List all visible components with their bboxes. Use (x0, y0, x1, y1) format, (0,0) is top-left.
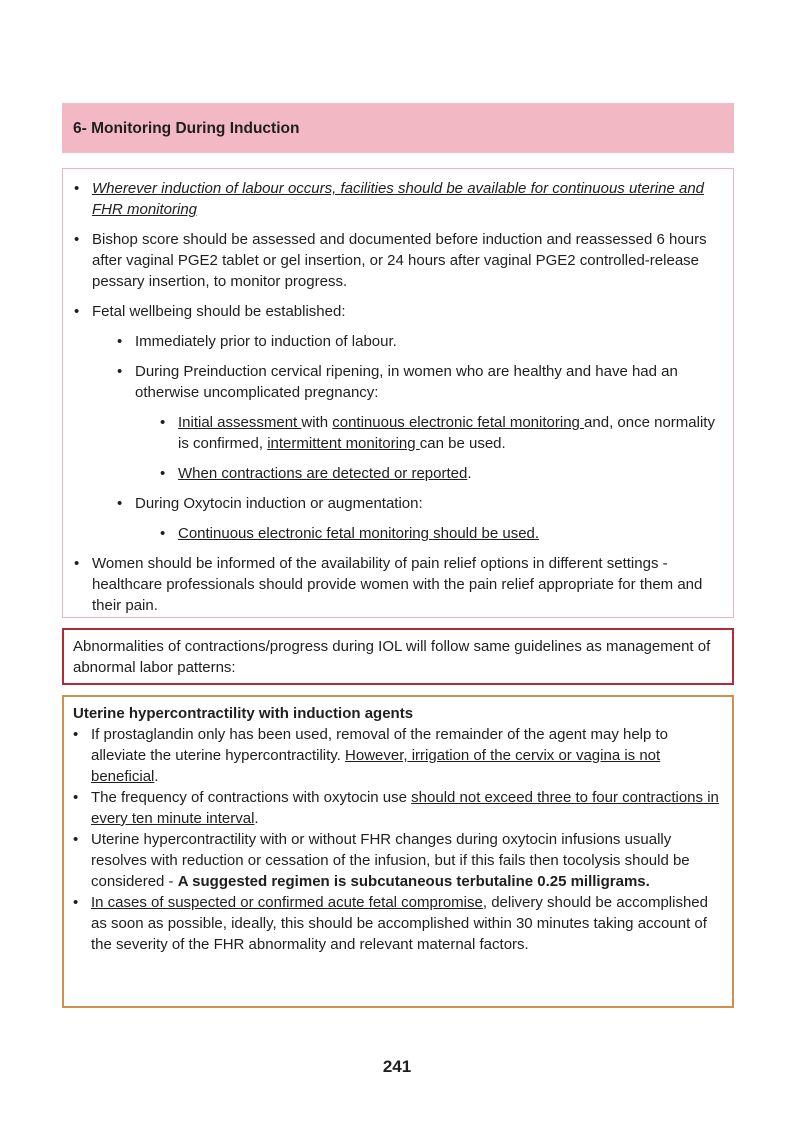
hypercontractility-heading: Uterine hypercontractility with induction agents (73, 705, 414, 722)
list-item-text (91, 892, 722, 955)
bullet-icon: • (73, 894, 79, 911)
section-header (62, 103, 734, 153)
text-segment: Continuous electronic fetal monitoring should be used. (178, 525, 540, 542)
text-segment: with (301, 414, 333, 431)
section-title: 6- Monitoring During Induction (73, 119, 300, 137)
text-segment: . (467, 465, 472, 482)
text-segment: . (154, 768, 159, 785)
list-item (73, 787, 722, 829)
bullet-icon: • (160, 414, 166, 431)
list-item-text: During Preinduction cervical ripening, in women who are healthy and have had an otherwise uncomplicated pregnancy: (135, 363, 678, 401)
list-item-text: Wherever induction of labour occurs, facilities should be available for continuous uterine and FHR monitoring (92, 180, 705, 218)
text-segment: The frequency of contractions with oxytocin use (91, 789, 412, 806)
list-item (160, 463, 722, 484)
text-segment: continuous electronic fetal monitoring (332, 414, 585, 431)
list-item (117, 493, 722, 514)
bullet-icon: • (117, 363, 123, 380)
bullet-icon: • (73, 726, 79, 743)
abnormalities-text: Abnormalities of contractions/progress during IOL will follow same guidelines as management of abnormal labor patterns: (73, 638, 711, 676)
text-segment: However, irrigation of the cervix or vagina is not beneficial (91, 747, 661, 785)
list-item (74, 178, 722, 220)
text-segment: If prostaglandin only has been used, removal of the remainder of the agent may help to alleviate the uterine hypercontractility. (91, 726, 669, 764)
text-segment: , delivery should be accomplished as soon as possible, ideally, this should be accomplished within 30 minutes taking account of the severity of the FHR abnormality and relevant maternal factors. (91, 894, 708, 953)
bullet-icon: • (117, 333, 123, 350)
list-item-text (91, 724, 722, 787)
text-segment: Uterine hypercontractility with or without FHR changes during oxytocin infusions usually resolves with reduction or cessation of the infusion, but if this fails then tocolysis should be considered - (91, 831, 690, 890)
page-number: 241 (382, 1057, 412, 1076)
text-segment: A suggested regimen is subcutaneous terbutaline 0.25 milligrams. (177, 873, 650, 890)
text-segment: Initial assessment (178, 414, 302, 431)
list-item-text (178, 463, 722, 484)
bullet-icon: • (74, 555, 80, 572)
bullet-icon: • (73, 789, 79, 806)
text-segment: should not exceed three to four contractions in every ten minute interval (91, 789, 719, 827)
list-item-text: Women should be informed of the availability of pain relief options in different settings - healthcare professionals should provide women with the pain relief appropriate for them and their pain. (92, 555, 703, 614)
list-item (73, 724, 722, 787)
list-item (74, 301, 722, 322)
bullet-icon: • (74, 231, 80, 248)
list-item (73, 892, 722, 955)
hypercontractility-box (62, 695, 734, 1008)
text-segment: intermittent monitoring (267, 435, 420, 452)
list-item-text: Fetal wellbeing should be established: (92, 303, 346, 320)
bullet-icon: • (74, 180, 80, 197)
bullet-icon: • (160, 465, 166, 482)
bullet-icon: • (117, 495, 123, 512)
list-item (74, 553, 722, 616)
text-segment: When contractions are detected or reported (178, 465, 468, 482)
list-item (73, 829, 722, 892)
list-item-text (178, 412, 722, 454)
list-item-text (178, 523, 722, 544)
bullet-icon: • (73, 831, 79, 848)
list-item-text: Bishop score should be assessed and documented before induction and reassessed 6 hours after vaginal PGE2 tablet or gel insertion, or 24 hours after vaginal PGE2 controlled-release pessary insertion, to monitor progress. (92, 231, 707, 290)
text-segment: . (254, 810, 259, 827)
text-segment: can be used. (419, 435, 506, 452)
list-item (117, 331, 722, 352)
abnormalities-note-box (62, 628, 734, 685)
list-item (160, 412, 722, 454)
list-item (160, 523, 722, 544)
text-segment: and, once normality is confirmed, (178, 414, 715, 452)
list-item-text (91, 829, 722, 892)
list-item (117, 361, 722, 403)
bullet-icon: • (74, 303, 80, 320)
bullet-icon: • (160, 525, 166, 542)
list-item (74, 229, 722, 292)
monitoring-guidelines-box (62, 168, 734, 618)
list-item-text: Immediately prior to induction of labour. (135, 333, 397, 350)
list-item-text (91, 787, 722, 829)
list-item-text: During Oxytocin induction or augmentation: (135, 495, 423, 512)
text-segment: In cases of suspected or confirmed acute fetal compromise (91, 894, 483, 911)
